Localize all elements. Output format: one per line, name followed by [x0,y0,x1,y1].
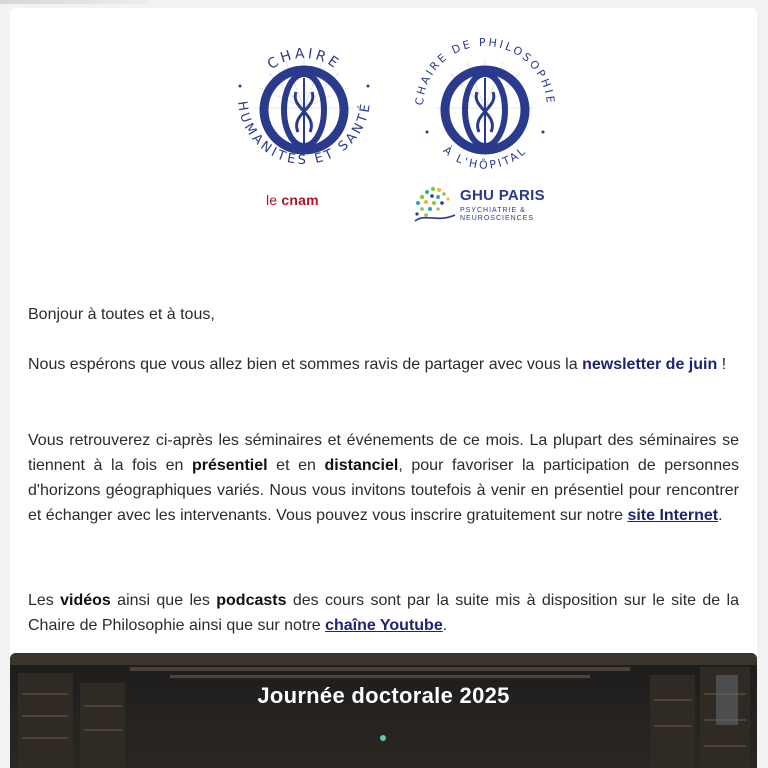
newsletter-card [10,8,757,768]
presentiel-bold: présentiel [191,457,268,474]
newsletter-month-highlight: newsletter de juin [582,356,718,373]
header-logos [10,8,757,248]
greeting: Bonjour à toutes et à tous, [28,306,215,323]
logo-right-arc-top: CHAIRE DE PHILOSOPHIE [412,35,558,107]
ghu-subtitle-line-1: PSYCHIATRIE & [460,207,526,214]
ghu-paris-logo [413,183,553,229]
banner-accent-dot [380,735,386,741]
intro-text-after: ! [717,356,727,373]
seminars-text-4: . [718,507,723,524]
ghu-subtitle [460,207,560,223]
cnam-logo [266,192,319,208]
chaire-philosophie-hopital-logo [405,28,565,188]
ghu-subtitle-line-2: NEUROSCIENCES [460,215,535,222]
intro-paragraph [28,352,739,377]
seminars-paragraph [28,428,739,528]
logo-right-arc-bottom: À L'HÔPITAL [440,143,530,172]
logo-left-arc-bottom: HUMANITÉS ET SANTÉ [233,100,375,169]
site-internet-link[interactable]: site Internet [627,507,719,524]
cnam-name: cnam [281,192,319,208]
intro-text-before: Nous espérons que vous allez bien et sommes ravis de partager avec vous la [28,356,583,373]
videos-bold: vidéos [60,592,111,609]
media-text-2: ainsi que les [110,592,217,609]
media-paragraph [28,588,739,638]
media-text-1: Les [28,592,61,609]
ghu-title: GHU PARIS [460,187,545,204]
logo-left-arc-top: CHAIRE [264,45,344,74]
seminars-text-3: , pour favoriser la participation de personnes d'horizons géographiques variés. Nous vous invitons toutefois à venir en présentiel pour rencontrer et échanger avec les intervenants. Vous pouvez vous inscrire gratuitement sur notre [28,457,740,524]
journee-doctorale-banner[interactable] [10,653,757,768]
seminars-text-1: Vous retrouverez ci-après les séminaires et événements de ce mois. La plupart des séminaires se tiennent à la fois en [28,432,739,474]
cnam-le: le [266,192,282,208]
library-background-image [10,653,757,768]
window-top-shadow [0,0,150,4]
banner-title: Journée doctorale 2025 [257,683,510,708]
ghu-dots-icon [413,185,457,225]
distanciel-bold: distanciel [324,457,399,474]
seminars-text-2: et en [267,457,325,474]
chaire-humanites-sante-logo [224,28,384,188]
youtube-channel-link[interactable]: chaîne Youtube [325,617,443,634]
media-text-4: . [442,617,448,634]
media-text-3: des cours sont par la suite mis à disposition sur le site de la Chaire de Philosophie ainsi que sur notre [28,592,739,634]
podcasts-bold: podcasts [216,592,287,609]
